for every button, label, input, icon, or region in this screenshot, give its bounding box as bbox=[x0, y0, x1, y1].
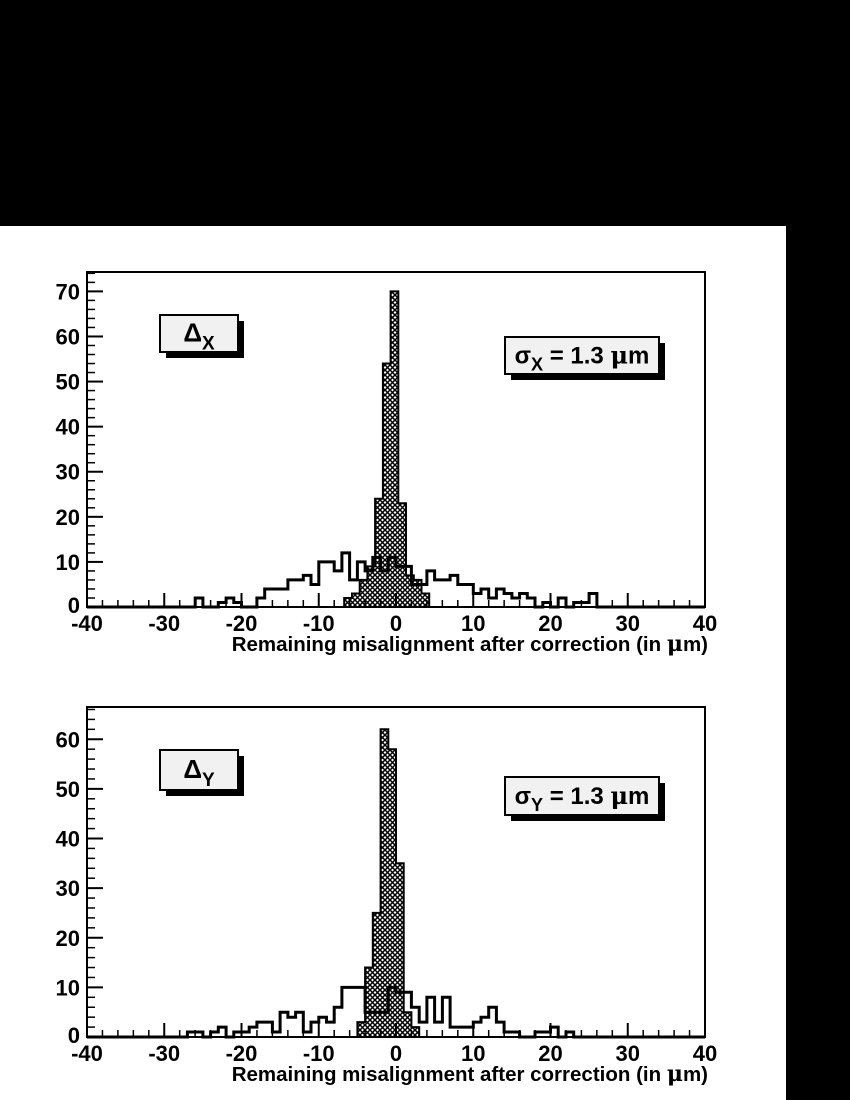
x-axis-tick-label: -30 bbox=[148, 1041, 181, 1066]
y-axis-tick-label: 30 bbox=[55, 459, 80, 485]
right-black-band bbox=[786, 0, 850, 1100]
x-axis-tick-label: 30 bbox=[615, 611, 640, 636]
delta-label-text: $\Delta_Y$ bbox=[183, 754, 215, 791]
x-axis-label: Remaining misalignment after correction (in μm) bbox=[231, 631, 708, 657]
y-axis-tick-label: 20 bbox=[55, 925, 80, 951]
y-axis-tick-label: 50 bbox=[55, 776, 80, 802]
x-axis-tick-label: 20 bbox=[538, 611, 563, 636]
y-axis-tick-label: 50 bbox=[55, 369, 80, 395]
y-axis-tick-label: 0 bbox=[67, 593, 80, 618]
x-axis-tick-label: -20 bbox=[225, 611, 258, 636]
x-axis-tick-label: 20 bbox=[538, 1041, 563, 1066]
x-axis-label: Remaining misalignment after correction (in μm) bbox=[231, 1061, 708, 1087]
x-axis-tick-label: -10 bbox=[302, 1041, 335, 1066]
x-axis-tick-label: 40 bbox=[692, 1041, 718, 1066]
bottom-histogram-panel bbox=[56, 707, 718, 1087]
x-axis-tick-label: -40 bbox=[71, 611, 103, 636]
x-axis-tick-label: 10 bbox=[461, 1041, 486, 1066]
top-histogram-panel bbox=[56, 272, 718, 657]
y-axis-tick-label: 0 bbox=[67, 1023, 80, 1048]
y-axis-tick-label: 20 bbox=[55, 504, 80, 530]
x-axis-tick-label: -20 bbox=[225, 1041, 258, 1066]
y-axis-tick-label: 40 bbox=[55, 826, 80, 852]
delta-label-text: $\Delta_X$ bbox=[183, 317, 215, 355]
y-axis-tick-label: 70 bbox=[55, 279, 80, 305]
x-axis-tick-label: 40 bbox=[692, 611, 718, 636]
sigma-stat-text: $\sigma_Y = 1.3$ μm bbox=[514, 781, 650, 815]
x-axis-tick-label: 30 bbox=[615, 1041, 640, 1066]
y-axis-tick-label: 10 bbox=[55, 975, 80, 1001]
y-axis-tick-label: 10 bbox=[55, 549, 80, 575]
x-axis-tick-label: 0 bbox=[389, 611, 403, 636]
y-axis-tick-label: 30 bbox=[55, 876, 80, 902]
x-axis-tick-label: -40 bbox=[71, 1041, 103, 1066]
y-axis-tick-label: 60 bbox=[55, 324, 80, 350]
x-axis-tick-label: -30 bbox=[148, 611, 181, 636]
x-axis-tick-label: 0 bbox=[389, 1041, 403, 1066]
y-axis-tick-label: 60 bbox=[55, 727, 80, 753]
sigma-stat-text: $\sigma_X = 1.3$ μm bbox=[514, 340, 650, 375]
x-axis-tick-label: 10 bbox=[461, 611, 486, 636]
x-axis-tick-label: -10 bbox=[302, 611, 335, 636]
y-axis-tick-label: 40 bbox=[55, 414, 80, 440]
top-black-band bbox=[0, 0, 850, 226]
